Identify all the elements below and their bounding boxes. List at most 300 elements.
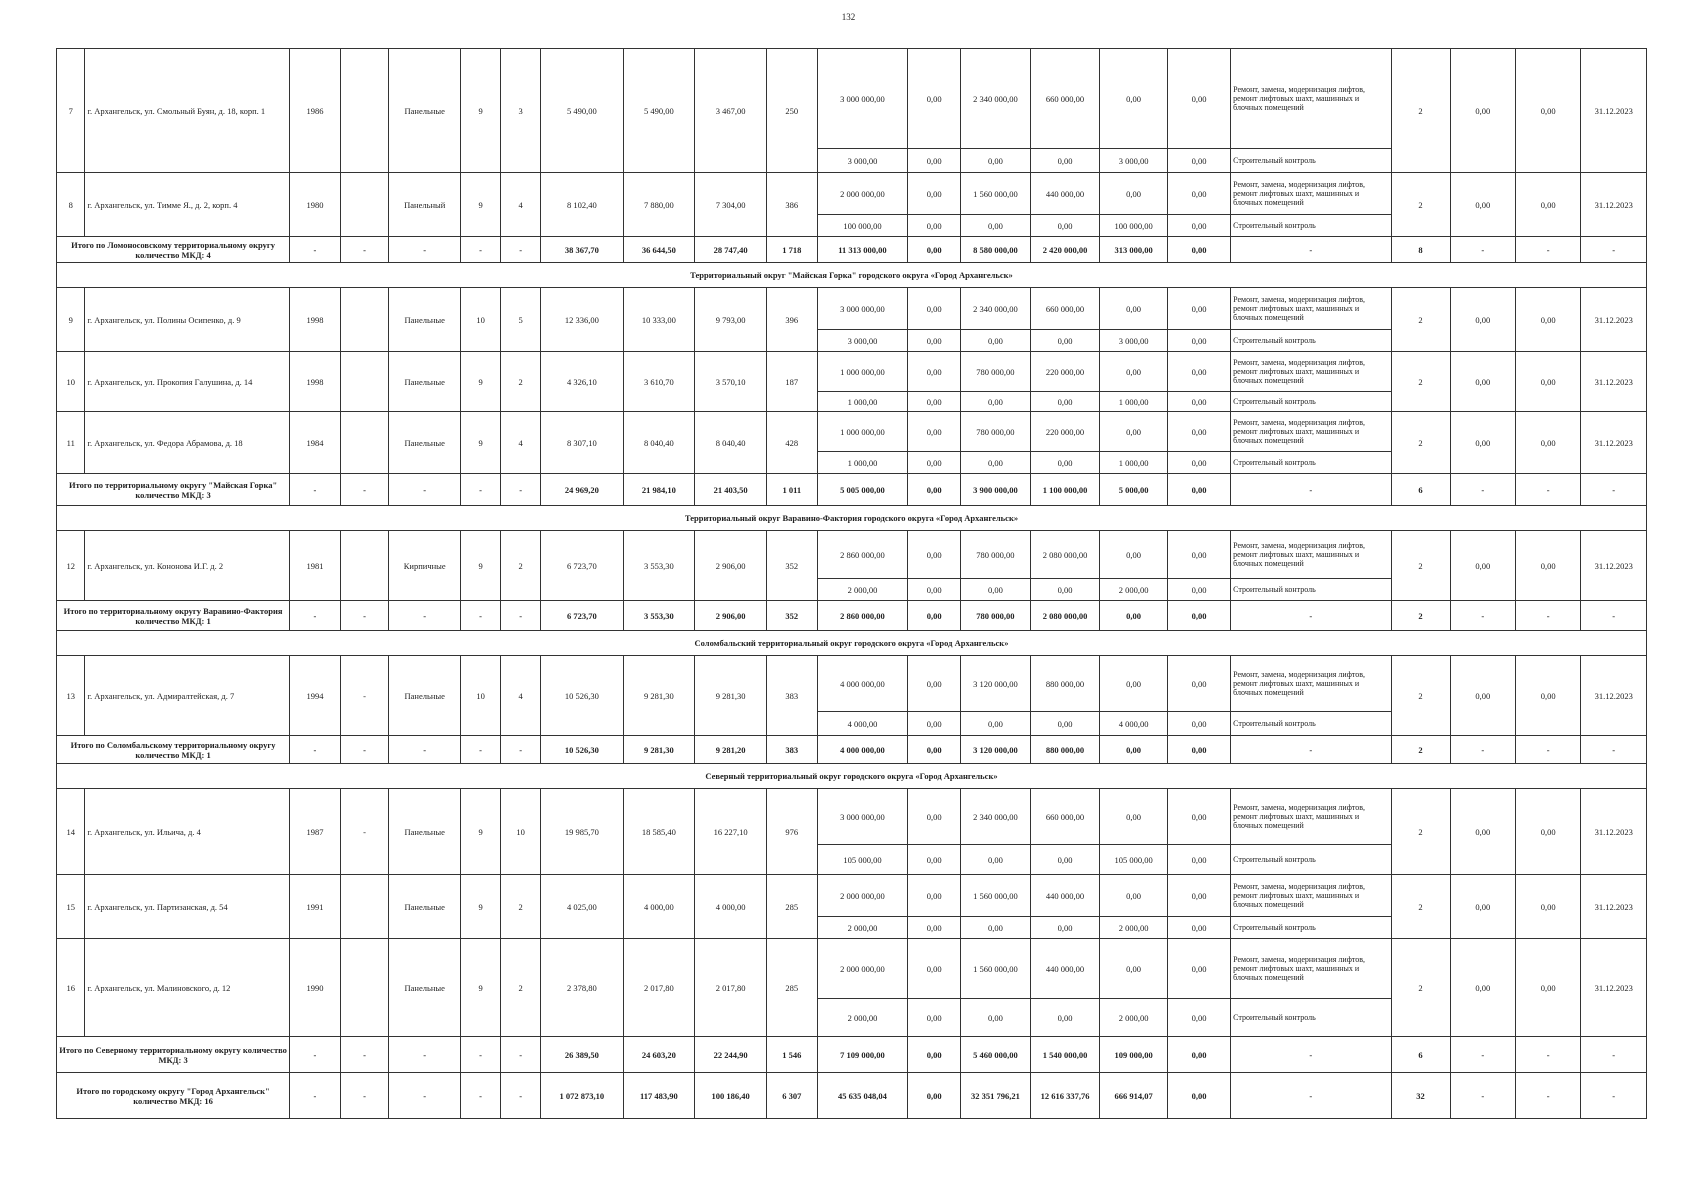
residential-area: 3 570,10 <box>695 352 767 412</box>
total-label: Итого по территориальному округу Варавино-Фактория количество МКД: 1 <box>57 601 290 631</box>
work-s3: 100 000,00 <box>1100 215 1168 237</box>
total-cost: 7 109 000,00 <box>817 1037 908 1073</box>
work-cost: 1 000 000,00 <box>817 352 908 392</box>
col-d2: 0,00 <box>1516 531 1581 601</box>
work-z2: 0,00 <box>1167 875 1230 917</box>
table-row <box>57 412 1647 452</box>
work-name: Строительный контроль <box>1231 917 1391 939</box>
total-en: - <box>501 474 541 506</box>
premises-area: 4 000,00 <box>623 875 695 939</box>
total-cnt: 8 <box>1391 237 1450 263</box>
total-a2: 117 483,90 <box>623 1073 695 1119</box>
work-s3: 0,00 <box>1100 531 1168 579</box>
col-3 <box>340 939 389 1037</box>
floors: 9 <box>461 531 501 601</box>
deadline: 31.12.2023 <box>1581 789 1647 875</box>
floors: 9 <box>461 939 501 1037</box>
total-s3: 109 000,00 <box>1100 1037 1168 1073</box>
total-s2: 12 616 337,76 <box>1030 1073 1100 1119</box>
section-title: Территориальный округ Варавино-Фактория городского округа «Город Архангельск» <box>57 506 1647 531</box>
residents: 386 <box>766 173 817 237</box>
work-s3: 1 000,00 <box>1100 392 1168 412</box>
address: г. Архангельск, ул. Смольный Буян, д. 18, корп. 1 <box>85 49 290 173</box>
total-a1: 38 367,70 <box>541 237 623 263</box>
premises-area: 8 040,40 <box>623 412 695 474</box>
total-area: 6 723,70 <box>541 531 623 601</box>
table-row <box>57 875 1647 917</box>
year-built: 1994 <box>290 656 341 736</box>
work-cost: 4 000,00 <box>817 712 908 736</box>
work-cost: 3 000 000,00 <box>817 789 908 845</box>
residential-area: 8 040,40 <box>695 412 767 474</box>
work-name: Ремонт, замена, модернизация лифтов, ремонт лифтовых шахт, машинных и блочных помещений <box>1231 412 1391 452</box>
residential-area: 7 304,00 <box>695 173 767 237</box>
work-count: 2 <box>1391 875 1450 939</box>
total-date: - <box>1581 736 1647 764</box>
work-s1: 2 340 000,00 <box>961 288 1031 330</box>
work-s2: 0,00 <box>1030 330 1100 352</box>
floors: 9 <box>461 789 501 875</box>
year-built: 1980 <box>290 173 341 237</box>
work-cost: 3 000,00 <box>817 330 908 352</box>
residents: 976 <box>766 789 817 875</box>
floors: 9 <box>461 173 501 237</box>
total-d2: - <box>1516 1037 1581 1073</box>
work-s1: 1 560 000,00 <box>961 875 1031 917</box>
total-d2: - <box>1516 601 1581 631</box>
total-s2: 880 000,00 <box>1030 736 1100 764</box>
total-res: 1 546 <box>766 1037 817 1073</box>
table-row <box>57 173 1647 215</box>
col-d2: 0,00 <box>1516 288 1581 352</box>
total-en: - <box>501 237 541 263</box>
section-header-row <box>57 764 1647 789</box>
total-d2: - <box>1516 237 1581 263</box>
total-d1: - <box>1450 237 1515 263</box>
premises-area: 3 610,70 <box>623 352 695 412</box>
total-c3: - <box>340 1073 389 1119</box>
total-year: - <box>290 736 341 764</box>
work-z1: 0,00 <box>908 939 961 999</box>
total-work: - <box>1231 1037 1391 1073</box>
total-c3: - <box>340 474 389 506</box>
total-row <box>57 474 1647 506</box>
work-name: Ремонт, замена, модернизация лифтов, ремонт лифтовых шахт, машинных и блочных помещений <box>1231 173 1391 215</box>
total-cost: 11 313 000,00 <box>817 237 908 263</box>
work-s3: 2 000,00 <box>1100 917 1168 939</box>
work-z2: 0,00 <box>1167 845 1230 875</box>
col-d1: 0,00 <box>1450 288 1515 352</box>
work-s2: 0,00 <box>1030 149 1100 173</box>
total-s1: 3 900 000,00 <box>961 474 1031 506</box>
work-name: Строительный контроль <box>1231 712 1391 736</box>
total-z1: 0,00 <box>908 601 961 631</box>
total-res: 352 <box>766 601 817 631</box>
total-a3: 2 906,00 <box>695 601 767 631</box>
work-z1: 0,00 <box>908 288 961 330</box>
total-year: - <box>290 1037 341 1073</box>
work-z2: 0,00 <box>1167 999 1230 1037</box>
work-z1: 0,00 <box>908 579 961 601</box>
premises-area: 7 880,00 <box>623 173 695 237</box>
deadline: 31.12.2023 <box>1581 288 1647 352</box>
address: г. Архангельск, ул. Кононова И.Г. д. 2 <box>85 531 290 601</box>
address: г. Архангельск, ул. Полины Осипенко, д. 9 <box>85 288 290 352</box>
residential-area: 16 227,10 <box>695 789 767 875</box>
residents: 396 <box>766 288 817 352</box>
row-number: 9 <box>57 288 85 352</box>
total-d2: - <box>1516 1073 1581 1119</box>
col-d2: 0,00 <box>1516 49 1581 173</box>
total-label: Итого по Ломоносовскому территориальному округу количество МКД: 4 <box>57 237 290 263</box>
work-z1: 0,00 <box>908 656 961 712</box>
work-name: Строительный контроль <box>1231 330 1391 352</box>
col-d1: 0,00 <box>1450 656 1515 736</box>
total-a2: 24 603,20 <box>623 1037 695 1073</box>
work-name: Ремонт, замена, модернизация лифтов, ремонт лифтовых шахт, машинных и блочных помещений <box>1231 352 1391 392</box>
work-name: Ремонт, замена, модернизация лифтов, ремонт лифтовых шахт, машинных и блочных помещений <box>1231 288 1391 330</box>
work-z1: 0,00 <box>908 330 961 352</box>
work-z2: 0,00 <box>1167 173 1230 215</box>
deadline: 31.12.2023 <box>1581 352 1647 412</box>
address: г. Архангельск, ул. Малиновского, д. 12 <box>85 939 290 1037</box>
total-area: 8 102,40 <box>541 173 623 237</box>
total-z2: 0,00 <box>1167 601 1230 631</box>
wall-material: Панельные <box>389 412 461 474</box>
work-z1: 0,00 <box>908 875 961 917</box>
total-z1: 0,00 <box>908 1037 961 1073</box>
row-number: 12 <box>57 531 85 601</box>
work-cost: 2 000 000,00 <box>817 939 908 999</box>
residents: 285 <box>766 875 817 939</box>
work-z1: 0,00 <box>908 999 961 1037</box>
section-title: Соломбальский территориальный округ городского округа «Город Архангельск» <box>57 631 1647 656</box>
work-name: Ремонт, замена, модернизация лифтов, ремонт лифтовых шахт, машинных и блочных помещений <box>1231 875 1391 917</box>
work-cost: 2 000,00 <box>817 579 908 601</box>
work-s1: 1 560 000,00 <box>961 173 1031 215</box>
total-work: - <box>1231 237 1391 263</box>
table-row <box>57 656 1647 712</box>
total-d2: - <box>1516 474 1581 506</box>
table-row <box>57 531 1647 579</box>
total-work: - <box>1231 736 1391 764</box>
total-mat: - <box>389 1073 461 1119</box>
total-s2: 2 080 000,00 <box>1030 601 1100 631</box>
work-count: 2 <box>1391 49 1450 173</box>
work-name: Ремонт, замена, модернизация лифтов, ремонт лифтовых шахт, машинных и блочных помещений <box>1231 531 1391 579</box>
work-s2: 0,00 <box>1030 712 1100 736</box>
work-z1: 0,00 <box>908 149 961 173</box>
work-s1: 0,00 <box>961 452 1031 474</box>
residential-area: 2 017,80 <box>695 939 767 1037</box>
total-year: - <box>290 1073 341 1119</box>
total-a1: 6 723,70 <box>541 601 623 631</box>
total-cnt: 6 <box>1391 1037 1450 1073</box>
work-s1: 1 560 000,00 <box>961 939 1031 999</box>
work-s2: 0,00 <box>1030 215 1100 237</box>
work-s1: 0,00 <box>961 845 1031 875</box>
work-z2: 0,00 <box>1167 917 1230 939</box>
total-a1: 24 969,20 <box>541 474 623 506</box>
work-z2: 0,00 <box>1167 49 1230 149</box>
work-cost: 2 000,00 <box>817 999 908 1037</box>
wall-material: Панельные <box>389 49 461 173</box>
deadline: 31.12.2023 <box>1581 173 1647 237</box>
total-fl: - <box>461 1037 501 1073</box>
work-cost: 2 000 000,00 <box>817 875 908 917</box>
work-s2: 0,00 <box>1030 845 1100 875</box>
year-built: 1990 <box>290 939 341 1037</box>
work-s3: 0,00 <box>1100 173 1168 215</box>
work-s3: 0,00 <box>1100 352 1168 392</box>
wall-material: Панельные <box>389 656 461 736</box>
work-z2: 0,00 <box>1167 215 1230 237</box>
col-3 <box>340 288 389 352</box>
address: г. Архангельск, ул. Партизанская, д. 54 <box>85 875 290 939</box>
total-fl: - <box>461 736 501 764</box>
work-name: Строительный контроль <box>1231 149 1391 173</box>
row-number: 13 <box>57 656 85 736</box>
work-z2: 0,00 <box>1167 392 1230 412</box>
total-c3: - <box>340 601 389 631</box>
total-cnt: 2 <box>1391 736 1450 764</box>
section-header-row <box>57 506 1647 531</box>
total-year: - <box>290 601 341 631</box>
wall-material: Панельный <box>389 173 461 237</box>
work-z1: 0,00 <box>908 845 961 875</box>
col-d2: 0,00 <box>1516 412 1581 474</box>
work-s3: 0,00 <box>1100 939 1168 999</box>
deadline: 31.12.2023 <box>1581 531 1647 601</box>
work-z2: 0,00 <box>1167 288 1230 330</box>
total-row <box>57 237 1647 263</box>
work-cost: 3 000 000,00 <box>817 49 908 149</box>
deadline: 31.12.2023 <box>1581 49 1647 173</box>
total-z2: 0,00 <box>1167 1073 1230 1119</box>
year-built: 1991 <box>290 875 341 939</box>
total-a3: 9 281,20 <box>695 736 767 764</box>
work-s2: 2 080 000,00 <box>1030 531 1100 579</box>
work-cost: 1 000 000,00 <box>817 412 908 452</box>
total-s1: 5 460 000,00 <box>961 1037 1031 1073</box>
col-d1: 0,00 <box>1450 939 1515 1037</box>
work-name: Строительный контроль <box>1231 579 1391 601</box>
total-d1: - <box>1450 601 1515 631</box>
col-3 <box>340 412 389 474</box>
floors: 9 <box>461 352 501 412</box>
col-d2: 0,00 <box>1516 789 1581 875</box>
total-d1: - <box>1450 1073 1515 1119</box>
work-s3: 0,00 <box>1100 288 1168 330</box>
deadline: 31.12.2023 <box>1581 939 1647 1037</box>
work-s1: 3 120 000,00 <box>961 656 1031 712</box>
year-built: 1986 <box>290 49 341 173</box>
wall-material: Панельные <box>389 789 461 875</box>
total-area: 5 490,00 <box>541 49 623 173</box>
col-3 <box>340 352 389 412</box>
total-work: - <box>1231 601 1391 631</box>
work-s3: 3 000,00 <box>1100 330 1168 352</box>
table-row <box>57 352 1647 392</box>
total-z1: 0,00 <box>908 736 961 764</box>
work-s3: 0,00 <box>1100 789 1168 845</box>
work-count: 2 <box>1391 412 1450 474</box>
address: г. Архангельск, ул. Ильича, д. 4 <box>85 789 290 875</box>
total-date: - <box>1581 1073 1647 1119</box>
total-d1: - <box>1450 474 1515 506</box>
work-name: Строительный контроль <box>1231 845 1391 875</box>
row-number: 11 <box>57 412 85 474</box>
work-z2: 0,00 <box>1167 352 1230 392</box>
work-z1: 0,00 <box>908 392 961 412</box>
total-s3: 666 914,07 <box>1100 1073 1168 1119</box>
total-a3: 21 403,50 <box>695 474 767 506</box>
work-s1: 0,00 <box>961 579 1031 601</box>
total-label: Итого по городскому округу "Город Архангельск" количество МКД: 16 <box>57 1073 290 1119</box>
year-built: 1998 <box>290 288 341 352</box>
work-s1: 2 340 000,00 <box>961 49 1031 149</box>
total-d1: - <box>1450 736 1515 764</box>
total-cost: 4 000 000,00 <box>817 736 908 764</box>
address: г. Архангельск, ул. Прокопия Галушина, д. 14 <box>85 352 290 412</box>
col-d2: 0,00 <box>1516 173 1581 237</box>
section-header-row <box>57 631 1647 656</box>
residential-area: 2 906,00 <box>695 531 767 601</box>
work-s3: 0,00 <box>1100 656 1168 712</box>
residential-area: 3 467,00 <box>695 49 767 173</box>
total-work: - <box>1231 1073 1391 1119</box>
section-title: Северный территориальный округ городского округа «Город Архангельск» <box>57 764 1647 789</box>
work-cost: 100 000,00 <box>817 215 908 237</box>
total-cost: 5 005 000,00 <box>817 474 908 506</box>
total-res: 383 <box>766 736 817 764</box>
total-c3: - <box>340 1037 389 1073</box>
work-count: 2 <box>1391 352 1450 412</box>
total-date: - <box>1581 237 1647 263</box>
entrances: 3 <box>501 49 541 173</box>
premises-area: 3 553,30 <box>623 531 695 601</box>
total-z2: 0,00 <box>1167 736 1230 764</box>
total-res: 6 307 <box>766 1073 817 1119</box>
year-built: 1981 <box>290 531 341 601</box>
work-z2: 0,00 <box>1167 656 1230 712</box>
total-mat: - <box>389 601 461 631</box>
work-cost: 1 000,00 <box>817 392 908 412</box>
total-area: 4 326,10 <box>541 352 623 412</box>
total-s3: 0,00 <box>1100 601 1168 631</box>
col-d2: 0,00 <box>1516 875 1581 939</box>
total-a1: 10 526,30 <box>541 736 623 764</box>
total-label: Итого по Соломбальскому территориальному округу количество МКД: 1 <box>57 736 290 764</box>
total-res: 1 011 <box>766 474 817 506</box>
total-s2: 2 420 000,00 <box>1030 237 1100 263</box>
total-area: 8 307,10 <box>541 412 623 474</box>
floors: 9 <box>461 49 501 173</box>
work-s1: 780 000,00 <box>961 412 1031 452</box>
work-z2: 0,00 <box>1167 330 1230 352</box>
residents: 250 <box>766 49 817 173</box>
work-z2: 0,00 <box>1167 149 1230 173</box>
capital-repair-table <box>56 48 1647 1119</box>
work-s2: 660 000,00 <box>1030 49 1100 149</box>
entrances: 2 <box>501 875 541 939</box>
work-cost: 105 000,00 <box>817 845 908 875</box>
col-d1: 0,00 <box>1450 875 1515 939</box>
entrances: 4 <box>501 412 541 474</box>
total-c3: - <box>340 736 389 764</box>
work-s2: 440 000,00 <box>1030 173 1100 215</box>
residents: 285 <box>766 939 817 1037</box>
total-cost: 45 635 048,04 <box>817 1073 908 1119</box>
work-z2: 0,00 <box>1167 939 1230 999</box>
work-cost: 2 860 000,00 <box>817 531 908 579</box>
work-s2: 440 000,00 <box>1030 939 1100 999</box>
total-year: - <box>290 474 341 506</box>
wall-material: Панельные <box>389 288 461 352</box>
total-s3: 313 000,00 <box>1100 237 1168 263</box>
total-mat: - <box>389 474 461 506</box>
work-z2: 0,00 <box>1167 412 1230 452</box>
total-s1: 780 000,00 <box>961 601 1031 631</box>
total-d1: - <box>1450 1037 1515 1073</box>
total-s3: 5 000,00 <box>1100 474 1168 506</box>
total-label: Итого по территориальному округу "Майская Горка" количество МКД: 3 <box>57 474 290 506</box>
total-mat: - <box>389 1037 461 1073</box>
total-mat: - <box>389 237 461 263</box>
year-built: 1998 <box>290 352 341 412</box>
work-s3: 105 000,00 <box>1100 845 1168 875</box>
row-number: 14 <box>57 789 85 875</box>
work-z1: 0,00 <box>908 452 961 474</box>
total-cnt: 6 <box>1391 474 1450 506</box>
premises-area: 2 017,80 <box>623 939 695 1037</box>
work-s3: 2 000,00 <box>1100 999 1168 1037</box>
total-label: Итого по Северному территориальному округу количество МКД: 3 <box>57 1037 290 1073</box>
total-res: 1 718 <box>766 237 817 263</box>
table-row <box>57 288 1647 330</box>
total-area: 4 025,00 <box>541 875 623 939</box>
col-d2: 0,00 <box>1516 939 1581 1037</box>
total-en: - <box>501 1073 541 1119</box>
work-cost: 3 000,00 <box>817 149 908 173</box>
col-d2: 0,00 <box>1516 352 1581 412</box>
col-d1: 0,00 <box>1450 173 1515 237</box>
total-z1: 0,00 <box>908 1073 961 1119</box>
total-z1: 0,00 <box>908 474 961 506</box>
entrances: 2 <box>501 939 541 1037</box>
work-s1: 2 340 000,00 <box>961 789 1031 845</box>
year-built: 1984 <box>290 412 341 474</box>
col-3 <box>340 531 389 601</box>
total-z2: 0,00 <box>1167 1037 1230 1073</box>
work-z1: 0,00 <box>908 789 961 845</box>
entrances: 4 <box>501 173 541 237</box>
work-s1: 0,00 <box>961 712 1031 736</box>
total-s1: 32 351 796,21 <box>961 1073 1031 1119</box>
total-date: - <box>1581 1037 1647 1073</box>
work-s1: 0,00 <box>961 330 1031 352</box>
work-z2: 0,00 <box>1167 789 1230 845</box>
year-built: 1987 <box>290 789 341 875</box>
wall-material: Панельные <box>389 939 461 1037</box>
residents: 428 <box>766 412 817 474</box>
work-s2: 440 000,00 <box>1030 875 1100 917</box>
work-s2: 220 000,00 <box>1030 412 1100 452</box>
total-en: - <box>501 1037 541 1073</box>
total-work: - <box>1231 474 1391 506</box>
premises-area: 18 585,40 <box>623 789 695 875</box>
total-fl: - <box>461 601 501 631</box>
